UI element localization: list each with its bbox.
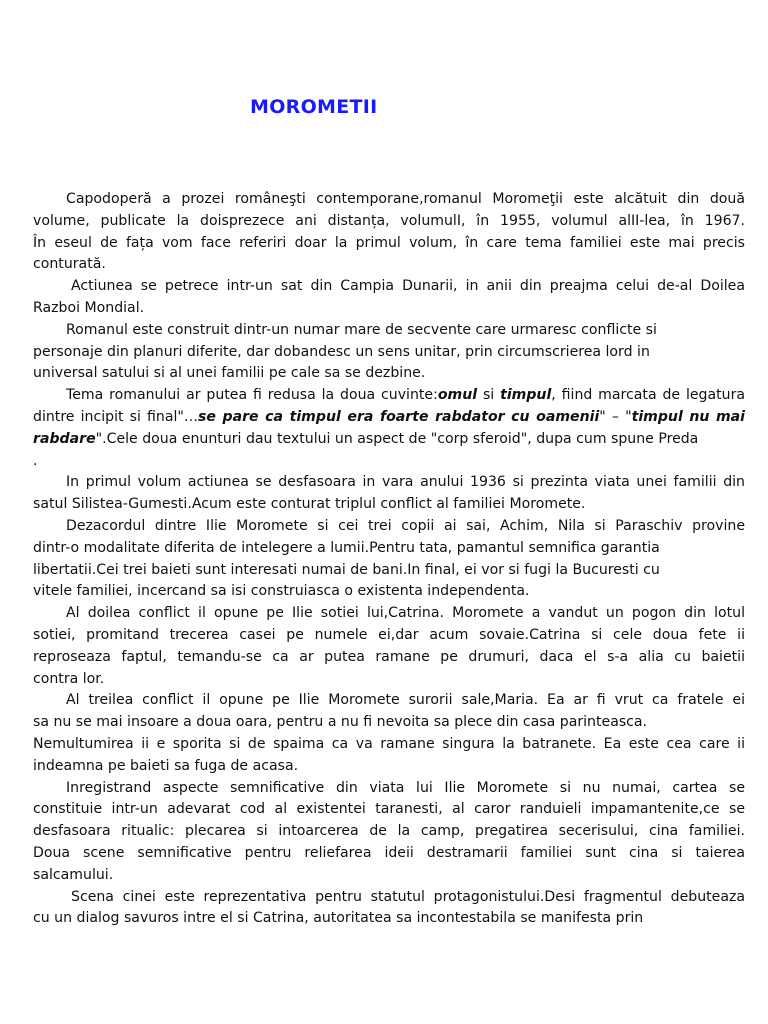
text-line: Nemultumirea ii e sporita si de spaima ca va ramane singura la batranete. Ea este cea care ii: [33, 735, 745, 752]
text-line: vitele familiei, incercand sa isi construiasca o existenta independenta.: [33, 583, 530, 600]
text-line: conturată.: [33, 256, 106, 273]
text-line: personaje din planuri diferite, dar dobandesc un sens unitar, prin circumscrierea lord in: [33, 343, 650, 360]
text-span: , fiind marcata de legatura: [551, 387, 745, 404]
text-line: satul Silistea-Gumesti.Acum este conturat triplul conflict al familiei Moromete.: [33, 496, 586, 513]
text-line: Capodoperă a prozei româneşti contemporane,romanul Moromeţii este alcătuit din două: [66, 191, 745, 207]
text-line: universal satului si al unei familii pe cale sa se dezbine.: [33, 365, 426, 382]
text-line: [33, 385, 745, 407]
text-line: sotiei, promitand trecerea casei pe numele ei,dar acum sovaie.Catrina si cele doua fete ii: [33, 626, 745, 643]
text-line: indeamna pe baieti sa fuga de acasa.: [33, 757, 299, 774]
text-line: [33, 429, 745, 451]
text-line: reproseaza faptul, temandu-se ca ar putea ramane pe drumuri, daca el s-a alia cu baietii: [33, 648, 745, 665]
text-line: dintr-o modalitate diferita de intelegere a lumii.Pentru tata, pamantul semnifica garantia: [33, 539, 660, 556]
text-line: salcamului.: [33, 866, 114, 883]
text-span: " – ": [599, 408, 632, 425]
text-line: Romanul este construit dintr-un numar mare de secvente care urmaresc conflicte si: [66, 321, 657, 338]
text-line: contra lor.: [33, 670, 105, 687]
text-span: Tema romanului ar putea fi redusa la doua cuvinte:: [66, 387, 438, 404]
text-line: cu un dialog savuros intre el si Catrina, autoritatea sa incontestabila se manifesta prin: [33, 910, 644, 927]
emphasis-text: omul: [437, 387, 478, 404]
text-line: Scena cinei este reprezentativa pentru statutul protagonistului.Desi fragmentul debuteaza: [71, 888, 745, 905]
text-line: constituie intr-un adevarat cod al existentei taranesti, al caror randuieli impamantenite,ce se: [33, 801, 745, 818]
emphasis-text: rabdare: [33, 430, 96, 447]
text-line: Inregistrand aspecte semnificative din viata lui Ilie Moromete si nu numai, cartea se: [66, 779, 745, 796]
text-line: .: [33, 452, 38, 469]
text-line: Razboi Mondial.: [33, 299, 145, 316]
text-line: Actiunea se petrece intr-un sat din Campia Dunarii, in anii din preajma celui de-al Doilea: [71, 278, 745, 295]
text-line: desfasoara ritualic: plecarea si intoarcerea de la camp, pregatirea secerisului, cina familiei.: [33, 823, 745, 840]
text-span: dintre incipit si final"…: [33, 408, 198, 425]
text-line: [33, 407, 745, 429]
emphasis-text: timpul nu mai: [631, 408, 745, 425]
emphasis-text: se pare ca timpul era foarte rabdator cu oamenii: [198, 408, 600, 425]
text-span: si: [477, 387, 501, 404]
text-span: ".Cele doua enunturi dau textului un aspect de "corp sferoid", dupa cum spune Preda: [95, 430, 699, 447]
text-line: libertatii.Cei trei baieti sunt interesati numai de bani.In final, ei vor si fugi la Bucuresti cu: [33, 561, 660, 578]
text-line: volume, publicate la doisprezece ani distanța, volumulI, în 1955, volumul alII-lea, în 1967.: [33, 212, 745, 229]
text-line: Dezacordul dintre Ilie Moromete si cei trei copii ai sai, Achim, Nila si Paraschiv provine: [66, 517, 745, 534]
text-line: În eseul de fața vom face referiri doar la primul volum, în care tema familiei este mai precis: [33, 234, 745, 251]
emphasis-text: timpul: [500, 387, 552, 404]
text-line: Al doilea conflict il opune pe Ilie sotiei lui,Catrina. Moromete a vandut un pogon din lotul: [66, 605, 745, 622]
text-line: sa nu se mai insoare a doua oara, pentru a nu fi nevoita sa plece din casa parinteasca.: [33, 714, 648, 731]
text-line: Doua scene semnificative pentru reliefarea ideii destramarii familiei sunt cina si taierea: [33, 844, 745, 861]
page-title: MOROMETII: [250, 96, 378, 118]
text-line: Al treilea conflict il opune pe Ilie Moromete surorii sale,Maria. Ea ar fi vrut ca fratele ei: [66, 692, 745, 709]
document-body: [33, 189, 745, 930]
text-line: In primul volum actiunea se desfasoara in vara anului 1936 si prezinta viata unei familii din: [66, 474, 745, 491]
